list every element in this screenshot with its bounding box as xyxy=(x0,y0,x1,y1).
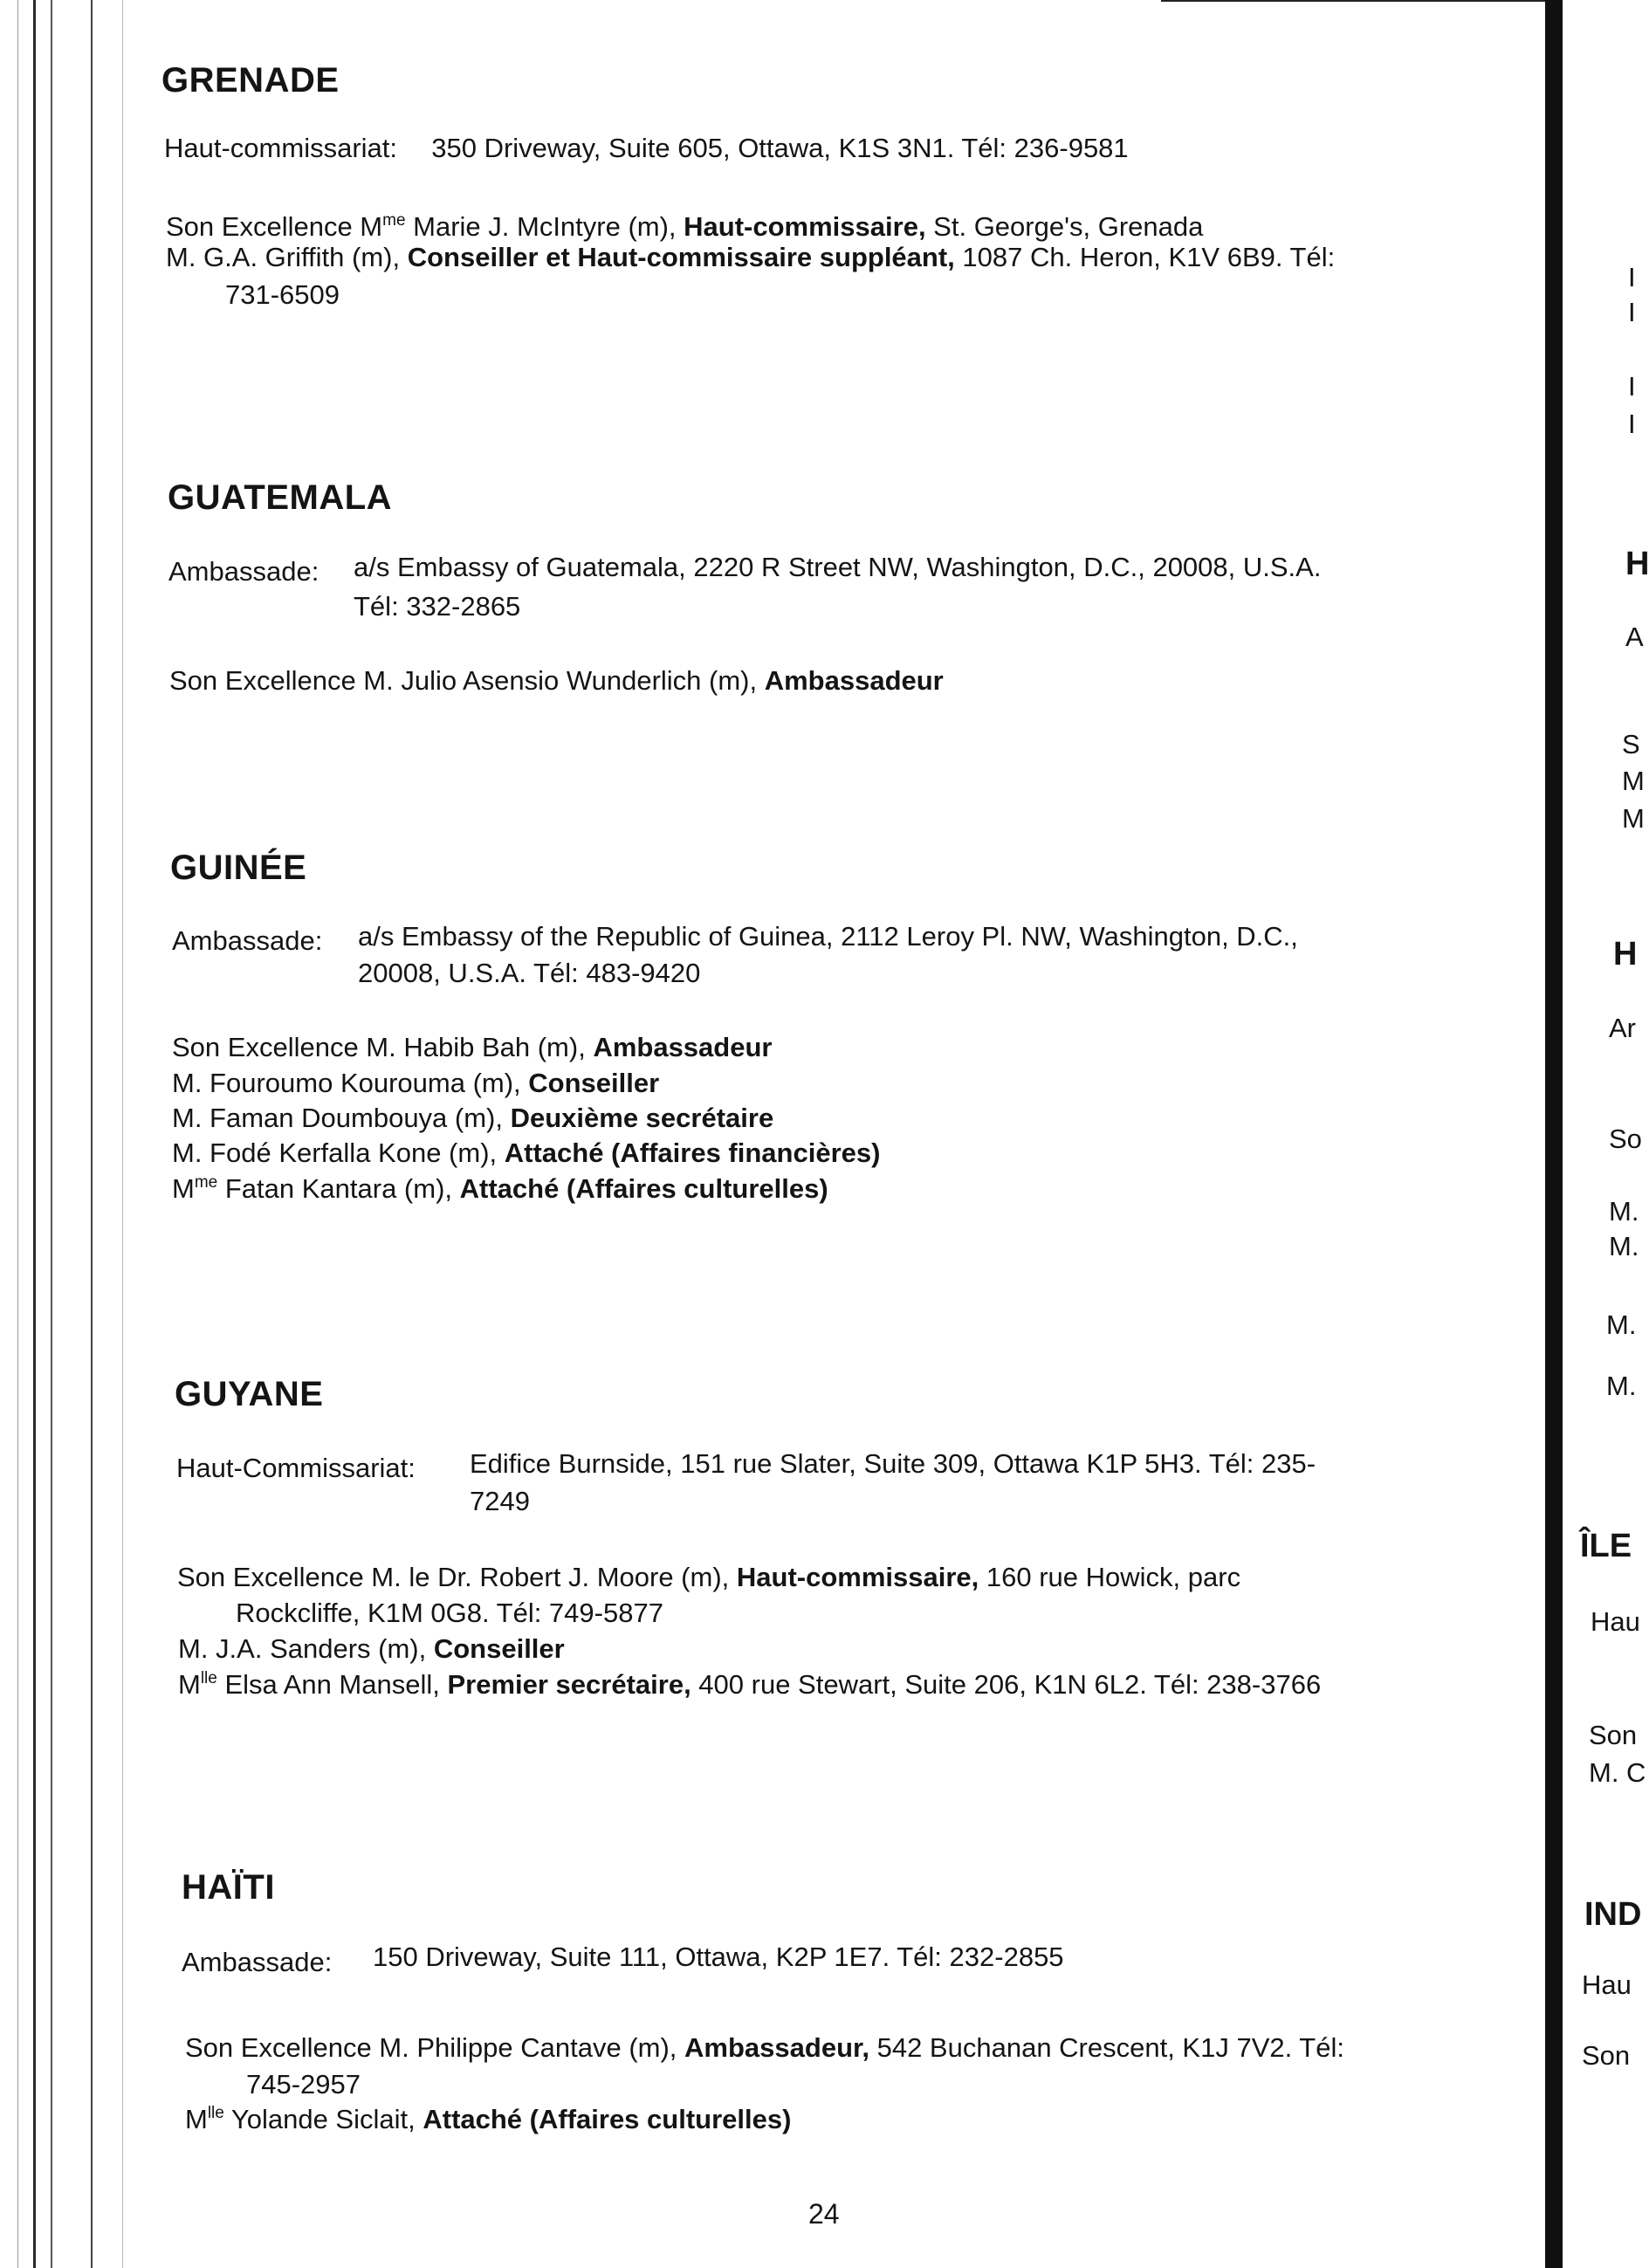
binding-edge xyxy=(17,0,18,2268)
neighbour-fragment: IND xyxy=(1584,1896,1642,1933)
staff-entry xyxy=(172,1101,773,1136)
entry-title: Conseiller et Haut-commissaire suppléant, xyxy=(407,242,955,272)
section-heading: GUATEMALA xyxy=(168,478,393,517)
staff-entry xyxy=(172,1030,772,1065)
neighbour-fragment: S xyxy=(1622,729,1640,759)
staff-entry xyxy=(177,1560,1240,1595)
entry-title: Premier secrétaire, xyxy=(447,1669,691,1700)
binding-edge xyxy=(33,0,36,2268)
mission-address: a/s Embassy of the Republic of Guinea, 2112 Leroy Pl. NW, Washington, D.C., xyxy=(358,921,1298,952)
neighbour-fragment: Hau xyxy=(1591,1606,1640,1637)
entry-continuation: Rockcliffe, K1M 0G8. Tél: 749-5877 xyxy=(236,1598,663,1628)
mission-label: Haut-Commissariat: xyxy=(176,1453,416,1483)
neighbour-fragment: H xyxy=(1625,546,1649,582)
entry-prefix: Son Excellence M xyxy=(166,211,383,242)
mission-label: Ambassade: xyxy=(168,556,319,587)
neighbour-fragment: M xyxy=(1622,766,1645,796)
staff-entry xyxy=(172,1066,659,1101)
neighbour-fragment: Son xyxy=(1589,1720,1638,1750)
entry-details: 542 Buchanan Crescent, K1J 7V2. Tél: xyxy=(869,2032,1344,2063)
entry-title: Haut-commissaire, xyxy=(684,211,926,242)
mission-address: a/s Embassy of Guatemala, 2220 R Street NW, Washington, D.C., 20008, U.S.A. xyxy=(354,552,1322,582)
mission-address: Tél: 332-2865 xyxy=(354,591,521,622)
entry-title: Attaché (Affaires culturelles) xyxy=(423,2104,792,2134)
section-heading: GRENADE xyxy=(161,61,340,100)
neighbour-fragment: Son xyxy=(1582,2040,1631,2071)
entry-prefix: M xyxy=(178,1669,201,1700)
entry-sup: lle xyxy=(200,1669,217,1687)
entry-title: Deuxième secrétaire xyxy=(510,1103,774,1133)
staff-entry xyxy=(172,1136,880,1171)
entry-name: Yolande Siclait, xyxy=(223,2104,423,2134)
neighbour-fragment: M. xyxy=(1606,1309,1637,1340)
entry-details: St. George's, Grenada xyxy=(925,211,1204,242)
neighbour-fragment: I xyxy=(1628,409,1636,439)
neighbour-fragment: M. xyxy=(1606,1371,1637,1401)
neighbour-fragment: So xyxy=(1609,1124,1642,1154)
neighbour-fragment: I xyxy=(1628,262,1636,292)
staff-entry xyxy=(166,240,1335,275)
entry-prefix: Son Excellence M. Habib Bah (m), xyxy=(172,1032,594,1062)
mission-address: 350 Driveway, Suite 605, Ottawa, K1S 3N1. Tél: 236-9581 xyxy=(431,133,1129,163)
mission-address: 20008, U.S.A. Tél: 483-9420 xyxy=(358,958,701,988)
entry-prefix: M xyxy=(172,1173,195,1204)
mission-label: Ambassade: xyxy=(172,925,323,956)
entry-title: Ambassadeur xyxy=(764,665,944,696)
neighbour-fragment: M xyxy=(1622,803,1645,834)
entry-title: Conseiller xyxy=(528,1068,660,1098)
section-heading: GUYANE xyxy=(175,1375,324,1413)
entry-sup: me xyxy=(194,1173,218,1192)
neighbour-fragment: I xyxy=(1628,297,1636,327)
neighbour-fragment: Hau xyxy=(1582,1969,1632,2000)
entry-prefix: M. Fodé Kerfalla Kone (m), xyxy=(172,1137,505,1168)
mission-address: 150 Driveway, Suite 111, Ottawa, K2P 1E7. Tél: 232-2855 xyxy=(373,1942,1064,1972)
binding-edge xyxy=(91,0,93,2268)
entry-title: Attaché (Affaires culturelles) xyxy=(459,1173,828,1204)
page-number: 24 xyxy=(808,2198,840,2230)
neighbour-fragment: ÎLE xyxy=(1580,1528,1632,1564)
neighbour-fragment: I xyxy=(1628,371,1636,402)
entry-title: Conseiller xyxy=(433,1633,565,1664)
staff-entry xyxy=(172,1172,828,1206)
staff-entry xyxy=(185,2031,1344,2065)
entry-continuation: 745-2957 xyxy=(246,2069,361,2100)
binding-edge xyxy=(51,0,52,2268)
mission-address: Edifice Burnside, 151 rue Slater, Suite 309, Ottawa K1P 5H3. Tél: 235- xyxy=(470,1448,1316,1479)
entry-prefix: M. J.A. Sanders (m), xyxy=(178,1633,434,1664)
entry-sup: lle xyxy=(207,2104,224,2122)
entry-details: 1087 Ch. Heron, K1V 6B9. Tél: xyxy=(954,242,1336,272)
entry-prefix: M. Faman Doumbouya (m), xyxy=(172,1103,511,1133)
top-rule xyxy=(1161,0,1545,2)
staff-entry xyxy=(178,1667,1321,1702)
entry-prefix: Son Excellence M. le Dr. Robert J. Moore (m), xyxy=(177,1562,737,1592)
mission-label: Haut-commissariat: xyxy=(164,133,397,163)
neighbour-fragment: H xyxy=(1613,936,1638,972)
entry-name: Elsa Ann Mansell, xyxy=(216,1669,448,1700)
neighbour-fragment: M. C xyxy=(1589,1757,1646,1788)
page-gutter xyxy=(1545,0,1563,2268)
section-heading: GUINÉE xyxy=(170,849,307,887)
entry-details: 160 rue Howick, parc xyxy=(979,1562,1241,1592)
entry-sup: me xyxy=(382,211,406,230)
staff-entry xyxy=(178,1632,565,1667)
mission-label: Ambassade: xyxy=(182,1947,333,1977)
entry-prefix: Son Excellence M. Julio Asensio Wunderlich (m), xyxy=(169,665,765,696)
staff-entry xyxy=(169,663,944,698)
entry-title: Ambassadeur xyxy=(593,1032,773,1062)
mission-line xyxy=(164,131,1129,166)
entry-title: Haut-commissaire, xyxy=(736,1562,979,1592)
binding-edge xyxy=(122,0,123,2268)
neighbour-fragment: A xyxy=(1625,622,1644,652)
entry-prefix: Son Excellence M. Philippe Cantave (m), xyxy=(185,2032,685,2063)
neighbour-fragment: M. xyxy=(1609,1196,1639,1227)
entry-name: Marie J. McIntyre (m), xyxy=(405,211,684,242)
section-heading: HAÏTI xyxy=(182,1868,275,1907)
entry-name: Fatan Kantara (m), xyxy=(217,1173,460,1204)
entry-title: Ambassadeur, xyxy=(684,2032,869,2063)
entry-continuation: 731-6509 xyxy=(225,279,340,310)
entry-prefix: M. G.A. Griffith (m), xyxy=(166,242,408,272)
staff-entry xyxy=(166,210,1203,244)
entry-prefix: M xyxy=(185,2104,208,2134)
entry-details: 400 rue Stewart, Suite 206, K1N 6L2. Tél: 238-3766 xyxy=(691,1669,1322,1700)
entry-title: Attaché (Affaires financières) xyxy=(504,1137,881,1168)
entry-prefix: M. Fouroumo Kourouma (m), xyxy=(172,1068,529,1098)
neighbour-fragment: Ar xyxy=(1609,1013,1636,1043)
staff-entry xyxy=(185,2102,791,2137)
mission-address: 7249 xyxy=(470,1486,530,1516)
neighbour-fragment: M. xyxy=(1609,1231,1639,1261)
